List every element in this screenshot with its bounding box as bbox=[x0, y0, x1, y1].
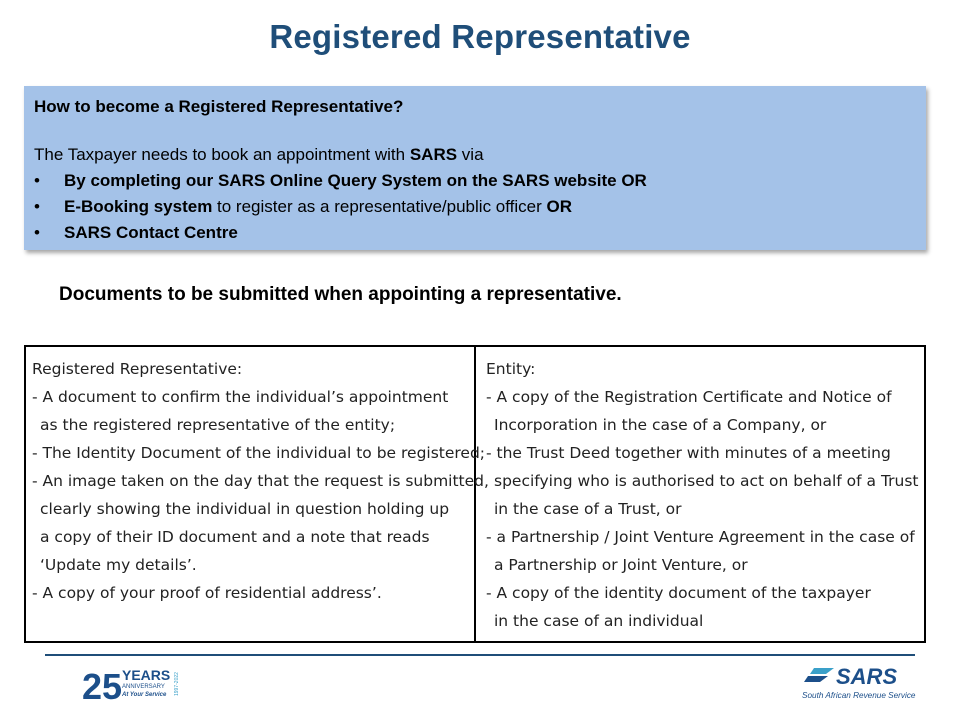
table-line: - A copy of your proof of residential address’. bbox=[32, 584, 382, 602]
anniversary-logo bbox=[82, 666, 182, 702]
info-question: How to become a Registered Representative? bbox=[34, 97, 404, 116]
info-bullet-list bbox=[34, 168, 916, 246]
table-line: - An image taken on the day that the request is submitted, bbox=[32, 472, 489, 490]
anniversary-years: 1997-2022 bbox=[174, 672, 180, 696]
table-line: ‘Update my details’. bbox=[40, 556, 197, 574]
anniversary-number: 25 bbox=[82, 666, 123, 702]
table-line: - the Trust Deed together with minutes of a meeting bbox=[486, 444, 891, 462]
info-bullet-item bbox=[34, 168, 916, 194]
bullet-bold-text: SARS Contact Centre bbox=[64, 223, 238, 242]
table-line: - A copy of the identity document of the taxpayer bbox=[486, 584, 871, 602]
bullet-text: to register as a representative/public officer bbox=[212, 197, 547, 216]
info-intro bbox=[34, 142, 916, 168]
table-line: Incorporation in the case of a Company, or bbox=[494, 416, 827, 434]
table-column-registered-representative bbox=[26, 347, 489, 641]
table-line: - A document to confirm the individual’s appointment bbox=[32, 388, 449, 406]
slide-title: Registered Representative bbox=[269, 18, 691, 55]
footer-divider bbox=[45, 654, 915, 656]
anniversary-tagline: At Your Service bbox=[122, 692, 167, 698]
info-bullet-item bbox=[34, 220, 916, 246]
table-column-entity bbox=[476, 347, 924, 641]
sars-logo-stripe-icon bbox=[810, 668, 834, 674]
bullet-icon: • bbox=[34, 223, 40, 242]
intro-suffix-text: via bbox=[457, 145, 484, 164]
sars-logo-stripe-icon bbox=[804, 676, 828, 682]
table-line: in the case of an individual bbox=[494, 612, 704, 630]
info-bullet-item bbox=[34, 194, 916, 220]
intro-bold-text: SARS bbox=[409, 145, 458, 164]
table-line: in the case of a Trust, or bbox=[494, 500, 682, 518]
table-line: Registered Representative: bbox=[32, 360, 243, 378]
bullet-icon: • bbox=[34, 171, 40, 190]
sars-logo-text: SARS bbox=[836, 664, 898, 689]
table-line: Entity: bbox=[486, 360, 536, 378]
table-line: as the registered representative of the entity; bbox=[40, 416, 396, 434]
anniversary-sub: ANNIVERSARY bbox=[122, 684, 165, 690]
bullet-icon: • bbox=[34, 197, 40, 216]
documents-heading: Documents to be submitted when appointing a representative. bbox=[59, 284, 622, 305]
anniversary-word: YEARS bbox=[122, 667, 171, 683]
bullet-bold-text: By completing our SARS Online Query System on the SARS website OR bbox=[64, 171, 647, 190]
table-line: - A copy of the Registration Certificate and Notice of bbox=[486, 388, 892, 406]
info-box bbox=[24, 86, 926, 250]
intro-text: The Taxpayer needs to book an appointment with bbox=[34, 145, 410, 164]
bullet-tail-bold: OR bbox=[546, 197, 573, 216]
bullet-bold-text: E-Booking system bbox=[64, 197, 213, 216]
sars-logo-subtitle: South African Revenue Service bbox=[802, 691, 916, 700]
documents-table bbox=[24, 345, 926, 643]
table-line: - The Identity Document of the individual to be registered; bbox=[32, 444, 486, 462]
table-line: specifying who is authorised to act on behalf of a Trust bbox=[494, 472, 919, 490]
table-line: a Partnership or Joint Venture, or bbox=[494, 556, 748, 574]
table-line: - a Partnership / Joint Venture Agreement in the case of bbox=[486, 528, 915, 546]
table-line: clearly showing the individual in question holding up bbox=[40, 500, 450, 518]
table-line: a copy of their ID document and a note that reads bbox=[40, 528, 430, 546]
sars-logo bbox=[800, 662, 918, 702]
